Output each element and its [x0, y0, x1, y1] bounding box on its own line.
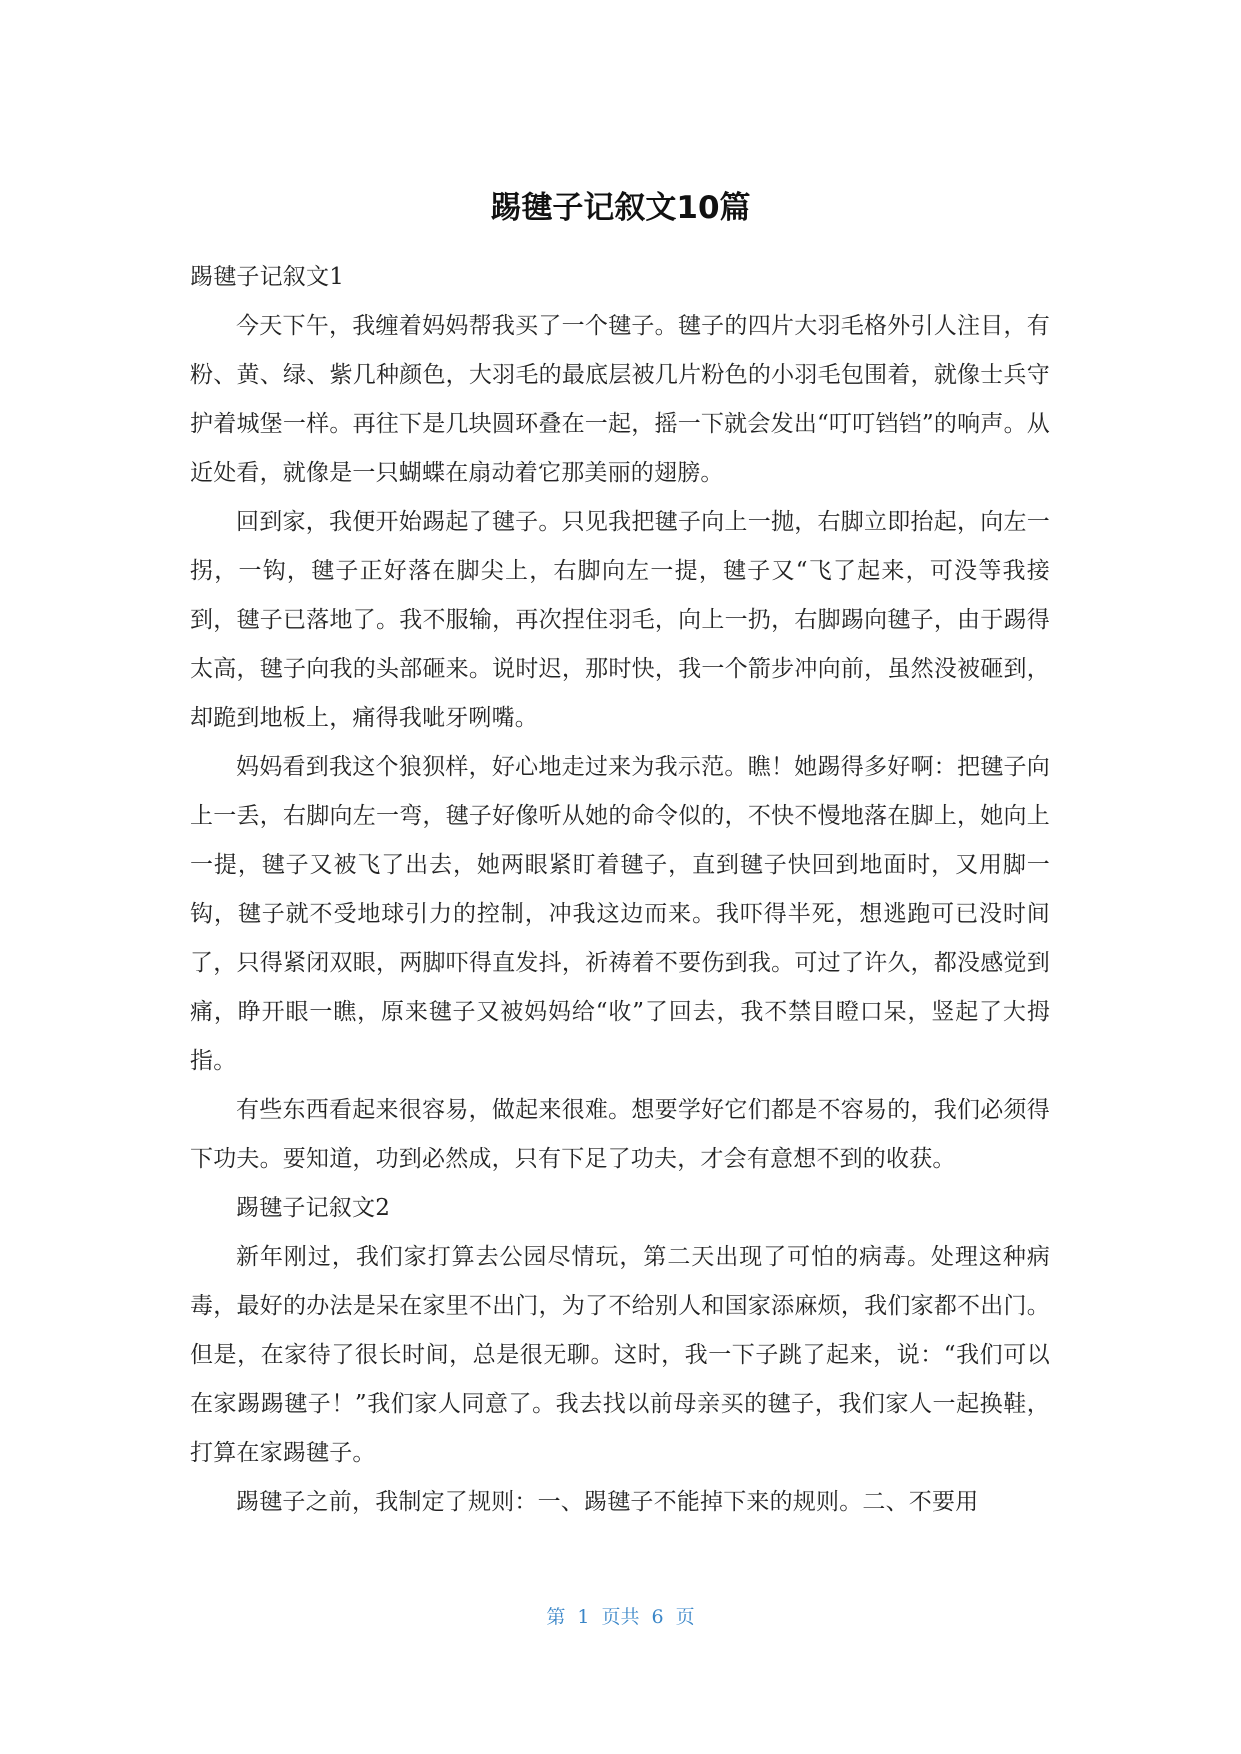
- paragraph: 回到家，我便开始踢起了毽子。只见我把毽子向上一抛，右脚立即抬起，向左一拐，一钩，毽子正好落在脚尖上，右脚向左一提，毽子又“飞了起来，可没等我接到，毽子已落地了。我不服输，再次捏住羽毛，向上一扔，右脚踢向毽子，由于踢得太高，毽子向我的头部砸来。说时迟，那时快，我一个箭步冲向前，虽然没被砸到，却跪到地板上，痛得我呲牙咧嘴。: [190, 509, 1050, 731]
- section-heading-1: 踢毽子记叙文1: [190, 264, 345, 290]
- document-title: 踢毽子记叙文10篇: [490, 190, 751, 226]
- paragraph: 妈妈看到我这个狼狈样，好心地走过来为我示范。瞧！她踢得多好啊：把毽子向上一丢，右脚向左一弯，毽子好像听从她的命令似的，不快不慢地落在脚上，她向上一提，毽子又被飞了出去，她两眼紧盯着毽子，直到毽子快回到地面时，又用脚一钩，毽子就不受地球引力的控制，冲我这边而来。我吓得半死，想逃跑可已没时间了，只得紧闭双眼，两脚吓得直发抖，祈祷着不要伤到我。可过了许久，都没感觉到痛，睁开眼一瞧，原来毽子又被妈妈给“收”了回去，我不禁目瞪口呆，竖起了大拇指。: [190, 754, 1050, 1074]
- footer-label-of: 页共: [601, 1606, 640, 1628]
- section-heading-2: 踢毽子记叙文2: [236, 1195, 391, 1221]
- paragraph: 新年刚过，我们家打算去公园尽情玩，第二天出现了可怕的病毒。处理这种病毒，最好的办法是呆在家里不出门，为了不给别人和国家添麻烦，我们家都不出门。但是，在家待了很长时间，总是很无聊。这时，我一下子跳了起来，说：“我们可以在家踢踢毽子！”我们家人同意了。我去找以前母亲买的毽子，我们家人一起换鞋，打算在家踢毽子。: [190, 1244, 1050, 1466]
- page-footer: [0, 1603, 1241, 1631]
- paragraph: 踢毽子之前，我制定了规则：一、踢毽子不能掉下来的规则。二、不要用: [236, 1489, 979, 1515]
- footer-total-pages: 6: [651, 1606, 664, 1628]
- footer-current-page: 1: [577, 1606, 590, 1628]
- paragraph: 有些东西看起来很容易，做起来很难。想要学好它们都是不容易的，我们必须得下功夫。要知道，功到必然成，只有下足了功夫，才会有意想不到的收获。: [190, 1097, 1050, 1172]
- footer-label-page: 第: [546, 1606, 566, 1628]
- footer-label-end: 页: [675, 1606, 695, 1628]
- paragraph: 今天下午，我缠着妈妈帮我买了一个毽子。毽子的四片大羽毛格外引人注目，有粉、黄、绿、紫几种颜色，大羽毛的最底层被几片粉色的小羽毛包围着，就像士兵守护着城堡一样。再往下是几块圆环叠在一起，摇一下就会发出“叮叮铛铛”的响声。从近处看，就像是一只蝴蝶在扇动着它那美丽的翅膀。: [190, 313, 1050, 486]
- document-body: [190, 253, 1050, 1527]
